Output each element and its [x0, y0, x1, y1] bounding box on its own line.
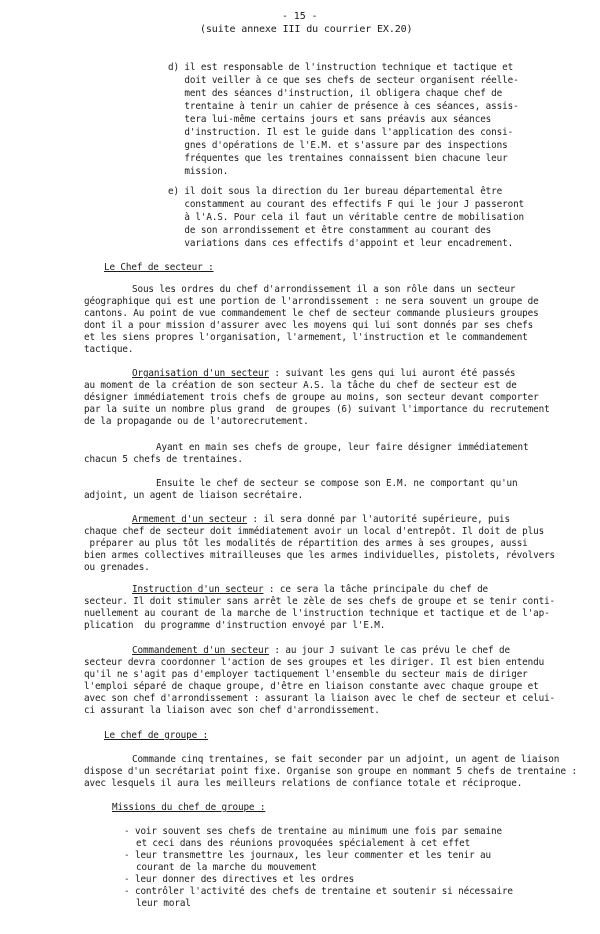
paragraph-line: l'emploi séparé de chaque groupe, d'être en liaison constante avec chaque groupe et: [84, 681, 539, 692]
item-d-line: gnes d'opérations de l'E.M. et s'assure par des inspections: [168, 140, 508, 151]
item-d-line: fréquentes que les trentaines connaissent bien chacune leur: [168, 153, 508, 164]
paragraph-line: qu'il ne s'agit pas d'employer tactiquement l'ensemble du secteur mais de diriger: [84, 669, 528, 680]
item-d-line: d) il est responsable de l'instruction technique et tactique et: [168, 62, 514, 73]
list-item-text: leur donner des directives et les ordres: [134, 874, 355, 885]
paragraph-line: Commande cinq trentaines, se fait seconder par un adjoint, un agent de liaison: [132, 754, 560, 765]
item-d-line: d'instruction. Il est le guide dans l'application des consi-: [168, 127, 514, 138]
paragraph-line: au moment de la création de son secteur A.S. la tâche du chef de secteur est de: [84, 380, 517, 391]
item-e-line: à l'A.S. Pour cela il faut un véritable centre de mobilisation: [168, 212, 525, 223]
paragraph-line: adjoint, un agent de liaison secrétaire.: [84, 490, 304, 501]
paragraph-line: désigner immédiatement trois chefs de groupe au moins, son secteur devant comporter: [84, 392, 539, 403]
section-heading-chef-secteur: Le Chef de secteur :: [104, 262, 214, 273]
item-e-line: constamment au courant des effectifs F qui le jour J passeront: [168, 199, 525, 210]
item-d-line: mission.: [168, 166, 229, 177]
item-e-line: e) il doit sous la direction du 1er bureau départemental être: [168, 186, 503, 197]
item-d-line: tera lui-même certains jours et sans préavis aux séances: [168, 114, 492, 125]
list-item-continuation: leur moral: [136, 898, 191, 909]
list-item-text: leur transmettre les journaux, les leur commenter et les tenir au: [134, 850, 491, 861]
paragraph-line: géographique qui est une portion de l'arrondissement : ne sera souvent un groupe de: [84, 296, 539, 307]
item-e-line: variations dans ces effectifs d'appoint et leur encadrement.: [168, 238, 514, 249]
subheading-instruction: Instruction d'un secteur: [132, 584, 264, 595]
paragraph-line: [132, 584, 488, 596]
paragraph-line: nuellement au courant de la marche de l'instruction technique et tactique et de l'ap-: [84, 608, 550, 619]
paragraph-line: par la suite un nombre plus grand de groupes (6) suivant l'importance du recrutement: [84, 404, 550, 415]
list-item: [124, 850, 491, 862]
paragraph-text: : ce sera la tâche principale du chef de: [263, 584, 489, 595]
section-heading-chef-groupe: Le chef de groupe :: [104, 730, 209, 741]
list-item-text: voir souvent ses chefs de trentaine au minimum une fois par semaine: [134, 826, 502, 837]
list-item: [124, 826, 502, 838]
paragraph-line: préparer au plus tôt les modalités de répartition des armes à ses groupes, aussi: [84, 538, 528, 549]
paragraph-line: Sous les ordres du chef d'arrondissement il a son rôle dans un secteur: [132, 284, 516, 295]
paragraph-line: tactique.: [84, 344, 134, 355]
page-number: - 15 -: [282, 11, 318, 22]
page-subtitle: (suite annexe III du courrier EX.20): [200, 24, 413, 35]
subheading-organisation: Organisation d'un secteur: [132, 368, 269, 379]
paragraph-text: : suivant les gens qui lui auront été passés: [268, 368, 516, 379]
paragraph-line: chacun 5 chefs de trentaines.: [84, 454, 243, 465]
paragraph-line: dispose d'un secrétariat point fixe. Organise son groupe en nommant 5 chefs de trentaine :: [84, 766, 577, 777]
paragraph-text: : il sera donné par l'autorité supérieure, puis: [247, 514, 510, 525]
paragraph-line: secteur. Il doit stimuler sans arrêt le zèle de ses chefs de groupe et se tenir conti-: [84, 596, 556, 607]
item-d-line: ment des séances d'instruction, il obligera chaque chef de: [168, 88, 503, 99]
paragraph-line: de la propagande ou de l'autorecrutement.: [84, 416, 309, 427]
paragraph-line: plication du programme d'instruction envoyé par l'E.M.: [84, 620, 386, 631]
list-item: [124, 874, 354, 886]
bullet-dash-icon: -: [124, 886, 135, 897]
paragraph-line: dont il a pour mission d'assurer avec les moyens qui lui sont donnés par ses chefs: [84, 320, 534, 331]
item-e-line: de son arrondissement et être constamment au courant des: [168, 225, 492, 236]
paragraph-line: [132, 368, 515, 380]
paragraph-line: et les siens propres l'organisation, l'armement, l'instruction et le commandement: [84, 332, 528, 343]
paragraph-line: Ayant en main ses chefs de groupe, leur faire désigner immédiatement: [156, 442, 529, 453]
paragraph-line: bien armes collectives mitrailleuses que les armes individuelles, pistolets, révolvers: [84, 550, 556, 561]
list-item-continuation: et ceci dans des réunions provoquées spécialement à cet effet: [136, 838, 471, 849]
bullet-dash-icon: -: [124, 826, 135, 837]
paragraph-line: cantons. Au point de vue commandement le chef de secteur commande plusieurs groupes: [84, 308, 539, 319]
subheading-armement: Armement d'un secteur: [132, 514, 248, 525]
paragraph-line: secteur devra coordonner l'action de ses groupes et les diriger. Il est bien entendu: [84, 657, 545, 668]
item-d-line: doit veiller à ce que ses chefs de secteur organisent réelle-: [168, 75, 519, 86]
subheading-commandement: Commandement d'un secteur: [132, 645, 269, 656]
item-d-line: trentaine à tenir un cahier de présence à ces séances, assis-: [168, 101, 519, 112]
paragraph-line: chaque chef de secteur doit immédiatement avoir un local d'entrepôt. Il doit de plus: [84, 526, 545, 537]
paragraph-line: ou grenades.: [84, 562, 150, 573]
paragraph-line: avec lesquels il aura les meilleurs relations de confiance totale et réciproque.: [84, 778, 523, 789]
paragraph-text: : au jour J suivant le cas prévu le chef de: [268, 645, 510, 656]
paragraph-line: [132, 514, 510, 526]
bullet-dash-icon: -: [124, 874, 135, 885]
paragraph-line: Ensuite le chef de secteur se compose son E.M. ne comportant qu'un: [156, 478, 518, 489]
list-item-continuation: courant de la marche du mouvement: [136, 862, 317, 873]
list-item: [124, 886, 513, 898]
missions-heading: Missions du chef de groupe :: [112, 802, 266, 813]
bullet-dash-icon: -: [124, 850, 135, 861]
list-item-text: contrôler l'activité des chefs de trentaine et soutenir si nécessaire: [134, 886, 513, 897]
paragraph-line: [132, 645, 510, 657]
paragraph-line: avec son chef d'arrondissement : assurant la liaison avec le chef de secteur et celui-: [84, 693, 556, 704]
paragraph-line: ci assurant la liaison avec son chef d'arrondissement.: [84, 705, 380, 716]
